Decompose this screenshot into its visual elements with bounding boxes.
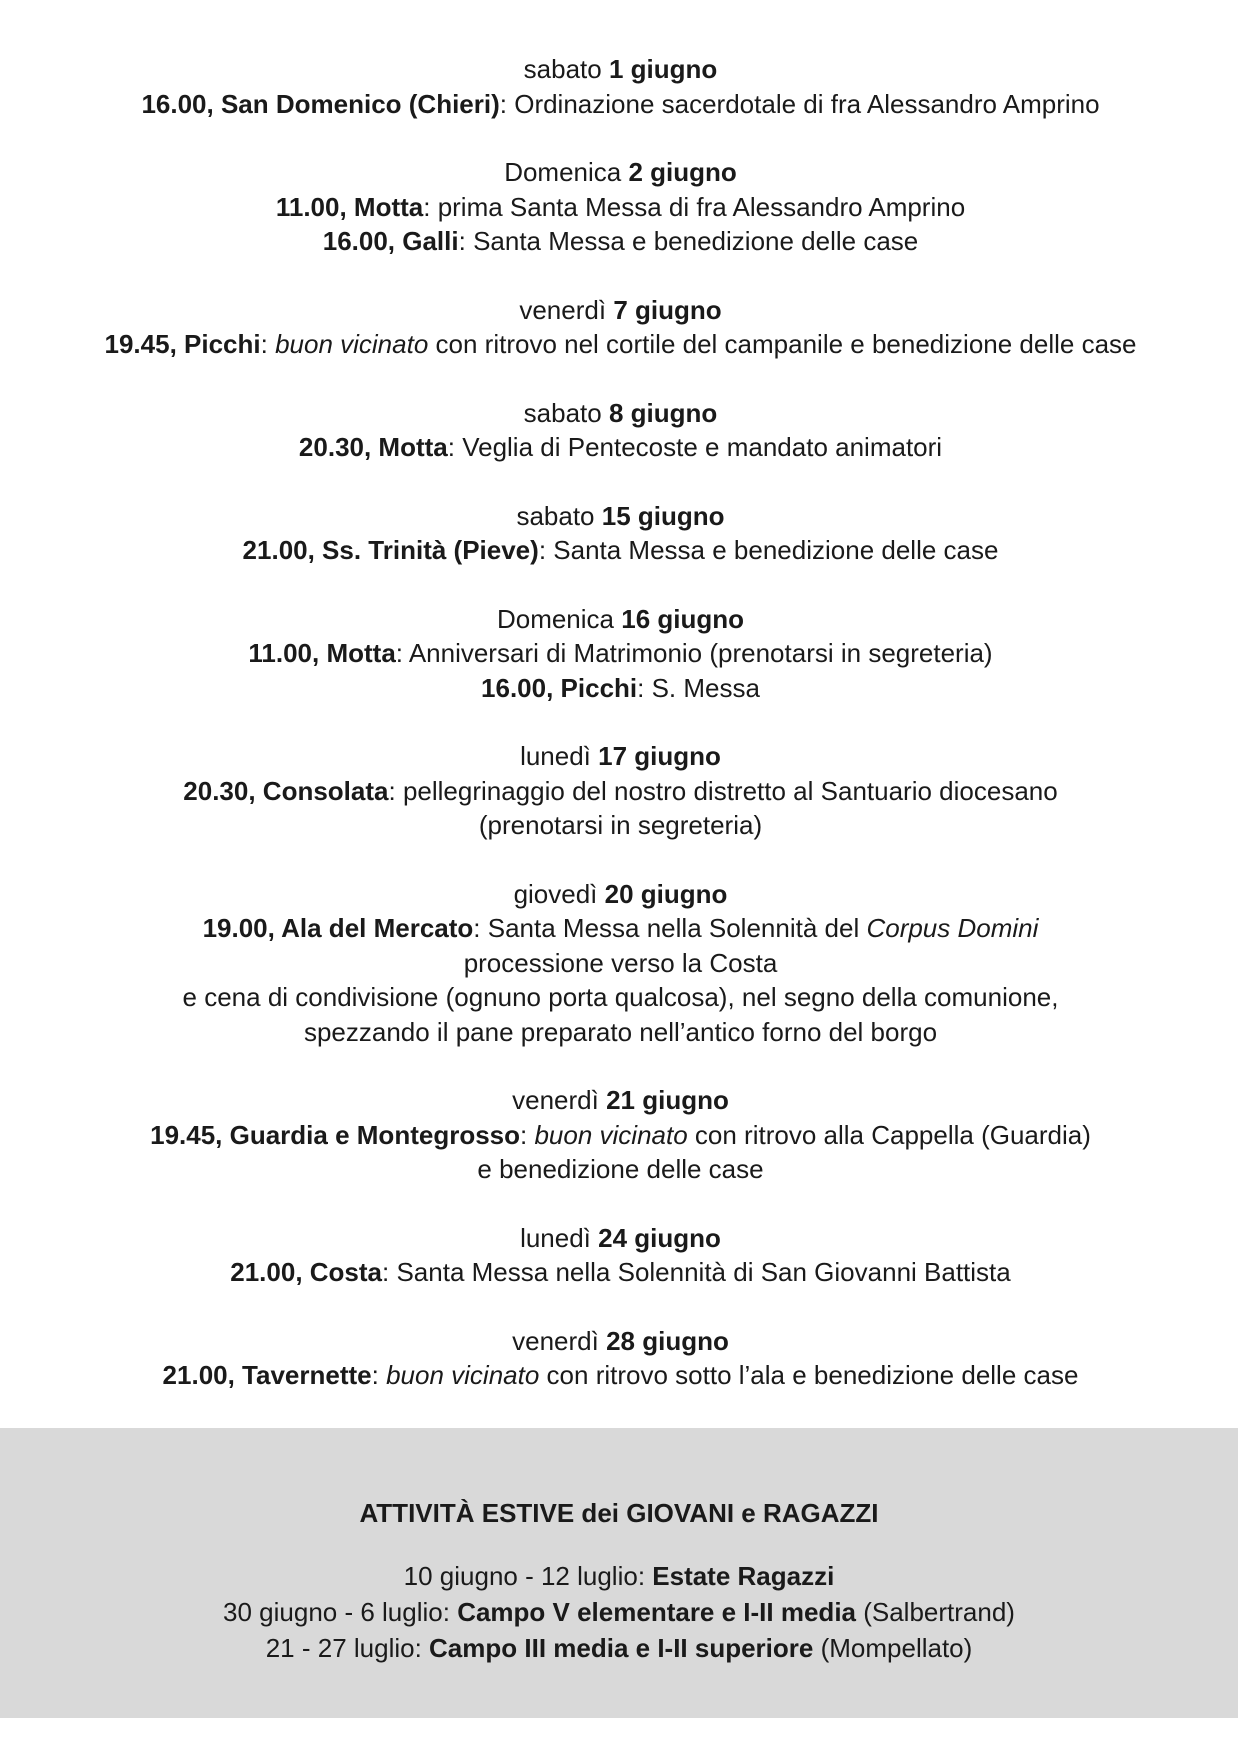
event-description: Veglia di Pentecoste e mandato animatori xyxy=(462,432,943,462)
event-date xyxy=(0,499,1241,534)
event-day: venerdì xyxy=(512,1085,599,1115)
event-item xyxy=(0,1083,1241,1187)
event-line xyxy=(0,946,1241,981)
summer-activity-name: Campo III media e I-II superiore xyxy=(429,1633,814,1663)
summer-activity-dates: 10 giugno - 12 luglio: xyxy=(403,1561,653,1591)
event-day: lunedì xyxy=(520,1222,591,1253)
event-date xyxy=(0,1324,1241,1359)
event-time-place: 20.30, Motta xyxy=(298,432,448,462)
event-date-bold: 28 giugno xyxy=(606,1325,729,1356)
event-separator: : xyxy=(458,226,474,256)
event-description: Anniversari di Matrimonio (prenotarsi in segreteria) xyxy=(408,638,993,668)
event-line xyxy=(0,1358,1241,1393)
event-separator: : xyxy=(447,432,463,462)
event-day: sabato xyxy=(523,54,602,84)
event-date xyxy=(0,877,1241,912)
event-date-bold: 21 giugno xyxy=(606,1085,729,1115)
event-item xyxy=(0,1324,1241,1393)
event-date-bold: 16 giugno xyxy=(621,603,745,634)
event-description: Santa Messa nella Solennità di San Giovanni Battista xyxy=(396,1257,1011,1287)
event-separator: : xyxy=(382,1257,397,1287)
event-date xyxy=(0,602,1241,637)
event-line xyxy=(0,1118,1241,1153)
event-time-place: 16.00, Galli xyxy=(322,226,459,256)
event-italic-text: buon vicinato xyxy=(386,1360,540,1390)
event-separator: : xyxy=(260,329,276,359)
event-line xyxy=(0,430,1241,465)
event-separator: : xyxy=(371,1360,387,1390)
event-separator: : xyxy=(388,775,403,806)
event-time-place: 21.00, Costa xyxy=(230,1257,383,1287)
event-separator: : xyxy=(499,88,515,119)
summer-activity-item xyxy=(0,1630,1238,1666)
event-separator: : xyxy=(395,638,409,668)
summer-activity-name: Estate Ragazzi xyxy=(652,1561,835,1591)
event-date-bold: 7 giugno xyxy=(613,294,722,325)
event-line xyxy=(0,911,1241,946)
event-item xyxy=(0,52,1241,121)
event-day: Domenica xyxy=(504,157,622,187)
event-time-place: 19.45, Guardia e Montegrosso xyxy=(150,1119,520,1150)
event-day: giovedì xyxy=(513,878,598,909)
event-line xyxy=(0,636,1241,671)
event-description: Santa Messa e benedizione delle case xyxy=(473,226,919,256)
event-italic-text: buon vicinato xyxy=(534,1119,688,1150)
event-description: Ordinazione sacerdotale di fra Alessandro Amprino xyxy=(514,88,1100,119)
event-separator: : xyxy=(423,191,438,222)
event-line xyxy=(0,533,1241,568)
event-separator: : xyxy=(520,1119,535,1150)
event-date xyxy=(0,1221,1241,1256)
event-date-bold: 24 giugno xyxy=(598,1222,721,1253)
event-time-place: 16.00, Picchi xyxy=(481,672,638,703)
event-description: e cena di condivisione (ognuno porta qualcosa), nel segno della comunione, xyxy=(182,982,1059,1012)
event-italic-text: Corpus Domini xyxy=(866,913,1039,943)
event-description: S. Messa xyxy=(651,672,760,703)
event-date xyxy=(0,293,1241,328)
event-day: Domenica xyxy=(496,603,615,634)
events-list xyxy=(0,52,1241,1427)
summer-activities-box xyxy=(0,1428,1238,1718)
event-description: (prenotarsi in segreteria) xyxy=(478,810,763,840)
event-time-place: 11.00, Motta xyxy=(248,638,396,668)
event-item xyxy=(0,877,1241,1050)
event-line xyxy=(0,327,1241,362)
event-time-place: 20.30, Consolata xyxy=(183,775,389,806)
event-line xyxy=(0,224,1241,259)
event-date xyxy=(0,52,1241,87)
event-line xyxy=(0,190,1241,225)
summer-activities-title: ATTIVITÀ ESTIVE dei GIOVANI e RAGAZZI xyxy=(359,1498,879,1528)
event-description: spezzando il pane preparato nell’antico forno del borgo xyxy=(303,1016,938,1047)
event-time-place: 11.00, Motta xyxy=(275,191,424,222)
event-day: venerdì xyxy=(519,294,607,325)
summer-activity-item xyxy=(0,1594,1238,1630)
event-time-place: 19.45, Picchi xyxy=(104,329,261,359)
event-date-bold: 17 giugno xyxy=(598,741,721,771)
event-line xyxy=(0,671,1241,706)
event-separator: : xyxy=(473,913,488,943)
summer-activity-dates: 30 giugno - 6 luglio: xyxy=(223,1597,458,1627)
event-date xyxy=(0,155,1241,190)
event-date-bold: 1 giugno xyxy=(608,54,718,84)
event-item xyxy=(0,396,1241,465)
event-line xyxy=(0,1015,1241,1050)
event-line xyxy=(0,1255,1241,1290)
event-item xyxy=(0,602,1241,706)
event-description: Santa Messa nella Solennità del xyxy=(487,913,867,943)
event-item xyxy=(0,739,1241,843)
event-date-bold: 2 giugno xyxy=(628,157,737,187)
event-date-bold: 15 giugno xyxy=(601,500,725,531)
event-date-bold: 8 giugno xyxy=(608,397,718,428)
summer-activity-place: (Mompellato) xyxy=(813,1633,973,1663)
event-day: sabato xyxy=(516,500,595,531)
summer-activity-item xyxy=(0,1558,1238,1594)
event-line xyxy=(0,774,1241,809)
event-day: sabato xyxy=(523,397,602,428)
summer-activity-dates: 21 - 27 luglio: xyxy=(265,1633,430,1663)
summer-activity-name: Campo V elementare e I-II media xyxy=(457,1597,856,1627)
event-item xyxy=(0,293,1241,362)
event-description: Santa Messa e benedizione delle case xyxy=(553,535,999,565)
event-line xyxy=(0,808,1241,843)
event-time-place: 21.00, Ss. Trinità (Pieve) xyxy=(242,535,539,565)
event-date xyxy=(0,1083,1241,1118)
event-description: con ritrovo nel cortile del campanile e benedizione delle case xyxy=(428,329,1137,359)
event-date xyxy=(0,396,1241,431)
summer-activity-place: (Salbertrand) xyxy=(856,1597,1015,1627)
event-line xyxy=(0,980,1241,1015)
event-item xyxy=(0,1221,1241,1290)
event-date xyxy=(0,739,1241,774)
event-item xyxy=(0,155,1241,259)
event-date-bold: 20 giugno xyxy=(604,878,728,909)
event-description: con ritrovo alla Cappella (Guardia) xyxy=(687,1119,1091,1150)
event-description: processione verso la Costa xyxy=(463,947,778,978)
event-italic-text: buon vicinato xyxy=(275,329,429,359)
event-item xyxy=(0,499,1241,568)
event-day: lunedì xyxy=(520,741,591,771)
summer-activities-list xyxy=(0,1558,1238,1666)
event-description: prima Santa Messa di fra Alessandro Amprino xyxy=(437,191,966,222)
event-time-place: 19.00, Ala del Mercato xyxy=(202,913,474,943)
event-description: con ritrovo sotto l’ala e benedizione delle case xyxy=(539,1360,1079,1390)
event-time-place: 21.00, Tavernette xyxy=(162,1360,372,1390)
event-description: e benedizione delle case xyxy=(477,1154,764,1184)
event-description: pellegrinaggio del nostro distretto al Santuario diocesano xyxy=(402,775,1058,806)
event-day: venerdì xyxy=(512,1325,599,1356)
event-separator: : xyxy=(538,535,554,565)
event-time-place: 16.00, San Domenico (Chieri) xyxy=(141,88,500,119)
event-separator: : xyxy=(637,672,652,703)
event-line xyxy=(0,87,1241,122)
event-line xyxy=(0,1152,1241,1187)
